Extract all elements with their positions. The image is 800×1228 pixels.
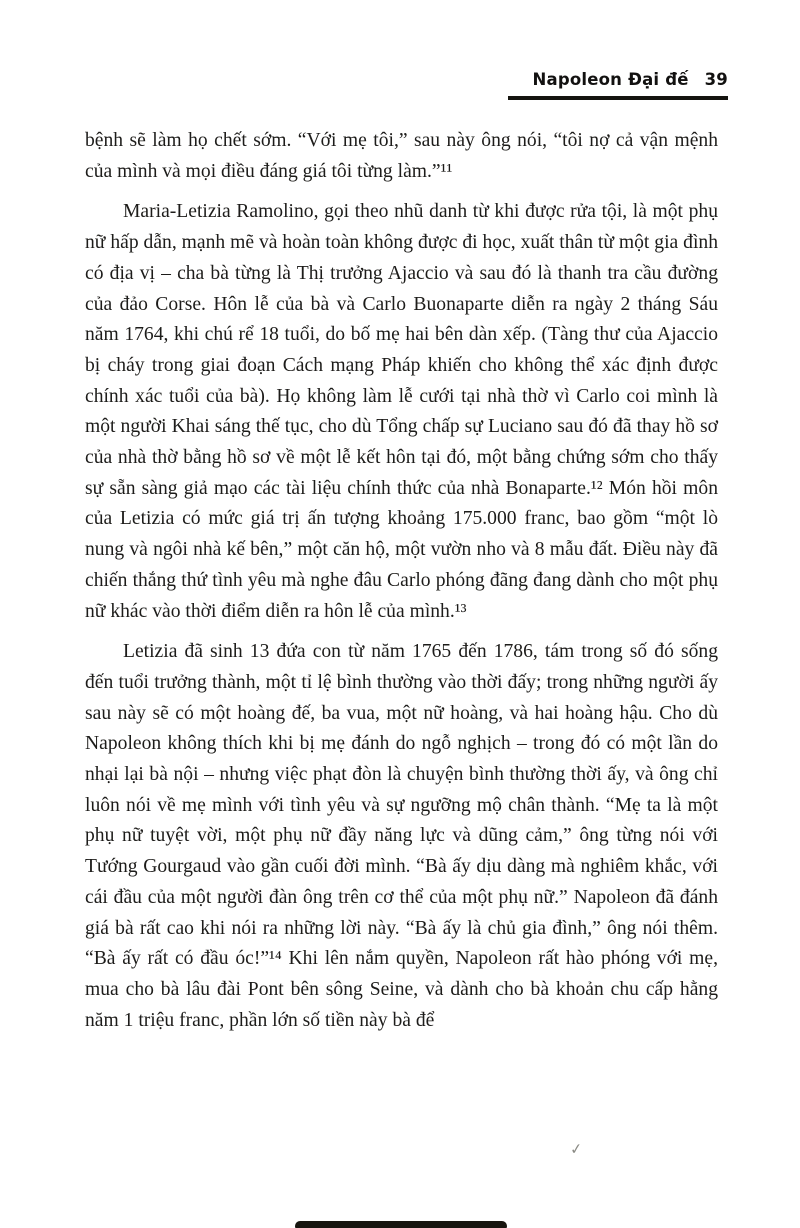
paragraph: Maria-Letizia Ramolino, gọi theo nhũ danh từ khi được rửa tội, là một phụ nữ hấp dẫn, mạnh mẽ và hoàn toàn không được đi học, xuất thân từ một gia đình có địa vị – cha bà từng là Thị trưởng Ajaccio và sau đó là thanh tra cầu đường của đảo Corse. Hôn lễ của bà và Carlo Buonaparte diễn ra ngày 2 tháng Sáu năm 1764, khi chú rể 18 tuổi, do bố mẹ hai bên dàn xếp. (Tàng thư của Ajaccio bị cháy trong giai đoạn Cách mạng Pháp khiến cho không thể xác định được chính xác tuổi của bà). Họ không làm lễ cưới tại nhà thờ vì Carlo coi mình là một người Khai sáng thế tục, cho dù Tổng chấp sự Luciano sau đó đã thay hồ sơ của nhà thờ bằng hồ sơ về một lễ kết hôn tại đó, một bằng chứng sớm cho thấy sự sẵn sàng giả mạo các tài liệu chính thức của nhà Bonaparte.¹² Món hồi môn của Letizia có mức giá trị ấn tượng khoảng 175.000 franc, bao gồm “một lò nung và ngôi nhà kế bên,” một căn hộ, một vườn nho và 8 mẫu đất. Điều này đã chiến thắng thứ tình yêu mà nghe đâu Carlo phóng đãng đang dành cho một phụ nữ khác vào thời điểm diễn ra hôn lễ của mình.¹³ bbox=[85, 201, 718, 622]
book-title: Napoleon Đại đế bbox=[532, 70, 689, 89]
page-number: 39 bbox=[704, 70, 728, 89]
paragraph: bệnh sẽ làm họ chết sớm. “Với mẹ tôi,” sau này ông nói, “tôi nợ cả vận mệnh của mình và mọi điều đáng giá tôi từng làm.”¹¹ bbox=[85, 130, 718, 182]
running-header bbox=[508, 70, 728, 89]
page-header bbox=[508, 70, 728, 100]
scan-artifact-bar bbox=[295, 1221, 507, 1228]
scan-artifact-tick: ✓ bbox=[569, 1139, 584, 1159]
paragraph: Letizia đã sinh 13 đứa con từ năm 1765 đến 1786, tám trong số đó sống đến tuổi trưởng thành, một tỉ lệ bình thường vào thời đấy; trong những người ấy sau này sẽ có một hoàng đế, ba vua, một nữ hoàng, và hai hoàng hậu. Cho dù Napoleon không thích khi bị mẹ đánh do ngỗ nghịch – trong đó có một lần do nhại lại bà nội – nhưng việc phạt đòn là chuyện bình thường thời ấy, và ông chỉ luôn nói về mẹ mình với tình yêu và sự ngưỡng mộ chân thành. “Mẹ ta là một phụ nữ tuyệt vời, một phụ nữ đầy năng lực và dũng cảm,” ông từng nói với Tướng Gourgaud vào gần cuối đời mình. “Bà ấy dịu dàng mà nghiêm khắc, với cái đầu của một người đàn ông trên cơ thể của một phụ nữ.” Napoleon đã đánh giá bà rất cao khi nói ra những lời này. “Bà ấy là chủ gia đình,” ông nói thêm. “Bà ấy rất có đầu óc!”¹⁴ Khi lên nắm quyền, Napoleon rất hào phóng với mẹ, mua cho bà lâu đài Pont bên sông Seine, và dành cho bà khoản chu cấp hằng năm 1 triệu franc, phần lớn số tiền này bà để bbox=[85, 641, 718, 1031]
header-rule bbox=[508, 96, 728, 100]
page-body bbox=[85, 126, 718, 1046]
